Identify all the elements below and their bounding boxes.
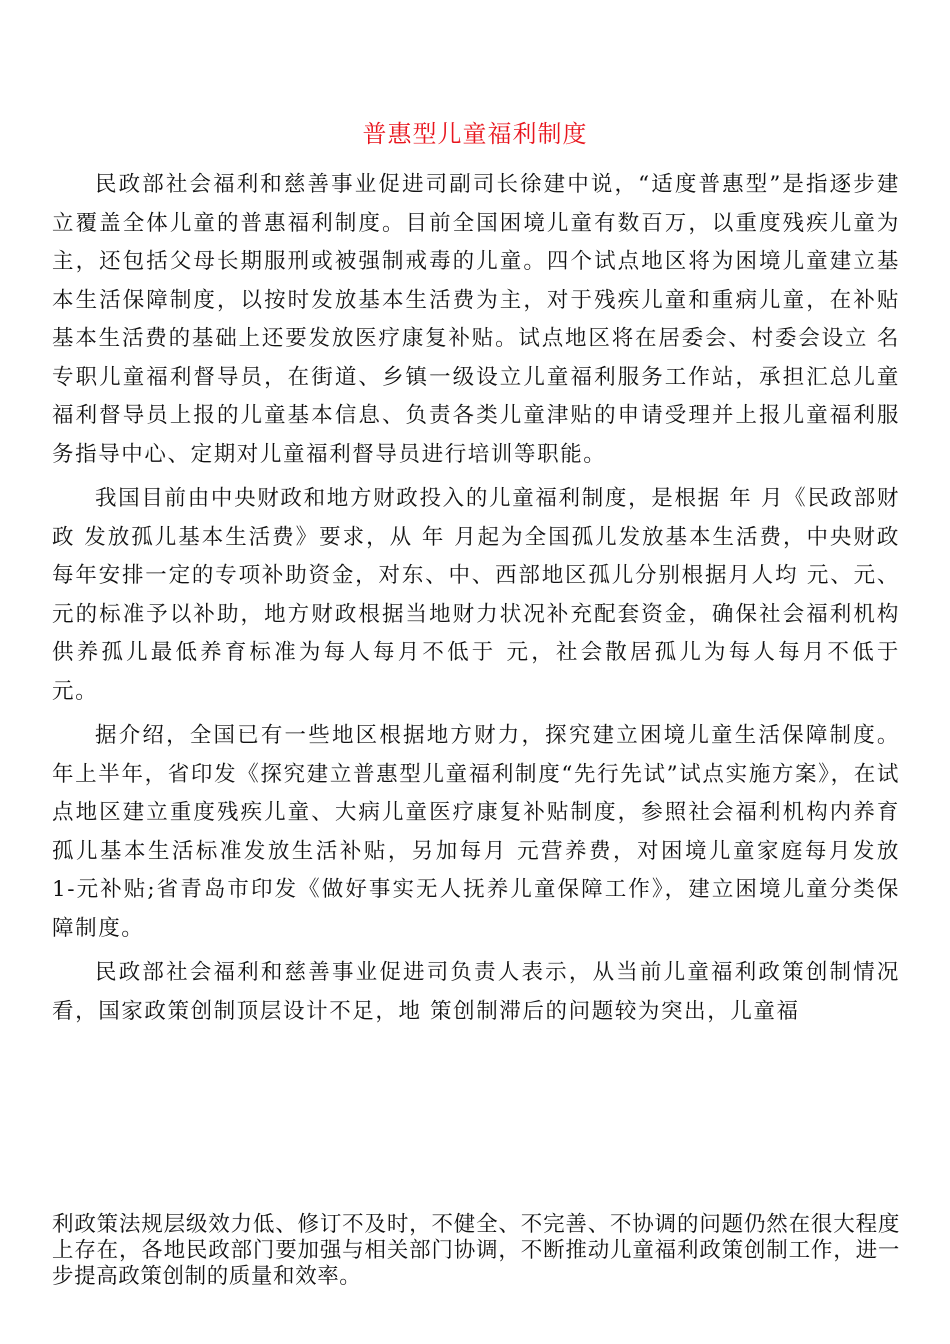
document-body (52, 166, 900, 1031)
paragraph-1: 民政部社会福利和慈善事业促进司副司长徐建中说，“适度普惠型”是指逐步建立覆盖全体儿童的普惠福利制度。目前全国困境儿童有数百万，以重度残疾儿童为主，还包括父母长期服刑或被强制戒毒的儿童。四个试点地区将为困境儿童建立基本生活保障制度，以按时发放基本生活费为主，对于残疾儿童和重病儿童，在补贴基本生活费的基础上还要发放医疗康复补贴。试点地区将在居委会、村委会设立 名专职儿童福利督导员，在街道、乡镇一级设立儿童福利服务工作站，承担汇总儿童福利督导员上报的儿童基本信息、负责各类儿童津贴的申请受理并上报儿童福利服务指导中心、定期对儿童福利督导员进行培训等职能。 (52, 172, 900, 467)
paragraph-3: 据介绍，全国已有一些地区根据地方财力，探究建立困境儿童生活保障制度。年上半年，省印发《探究建立普惠型儿童福利制度“先行先试”试点实施方案》，在试点地区建立重度残疾儿童、大病儿童医疗康复补贴制度，参照社会福利机构内养育孤儿基本生活标准发放生活补贴，另加每月 元营养费，对困境儿童家庭每月发放 1-元补贴;省青岛市印发《做好事实无人抚养儿童保障工作》，建立困境儿童分类保障制度。 (52, 723, 900, 941)
document-title: 普惠型儿童福利制度 (362, 120, 588, 148)
paragraph-4: 民政部社会福利和慈善事业促进司负责人表示，从当前儿童福利政策创制情况看，国家政策创制顶层设计不足，地 策创制滞后的问题较为突出，儿童福 (52, 960, 900, 1024)
paragraph-2: 我国目前由中央财政和地方财政投入的儿童福利制度，是根据 年 月《民政部财政 发放孤儿基本生活费》要求，从 年 月起为全国孤儿发放基本生活费，中央财政每年安排一定的专项补助资金，对东、中、西部地区孤儿分别根据月人均 元、元、元的标准予以补助，地方财政根据当地财力状况补充配套资金，确保社会福利机构供养孤儿最低养育标准为每人每月不低于 元，社会散居孤儿为每人每月不低于 元。 (52, 486, 900, 704)
paragraph-continuation: 利政策法规层级效力低、修订不及时，不健全、不完善、不协调的问题仍然在很大程度上存在，各地民政部门要加强与相关部门协调，不断推动儿童福利政策创制工作，进一步提高政策创制的质量和效率。 (52, 1212, 900, 1289)
